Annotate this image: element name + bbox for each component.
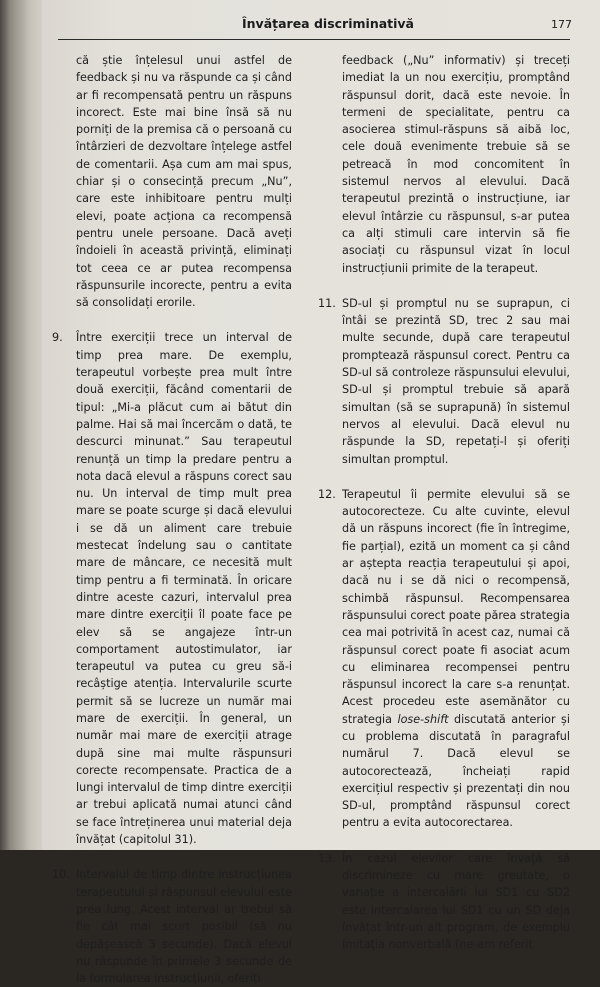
- paragraph-continuation: că știe înțelesul unui astfel de feedback și nu va răspunde ca și când ar fi recompensată pentru un răspuns incorect. Este mai bine însă să nu porniți de la premisa că o persoană cu întârzieri de dezvoltare înțelege astfel de comentarii. Așa cum am mai spus, chiar și o consecință precum „Nu”, care este inhibitoare pentru mulți elevi, poate acționa ca recompensă pentru unele persoane. Dacă aveți îndoieli în această privință, eliminați tot ceea ce ar putea recompensa răspunsurile incorecte, pentru a evita să consolidați erorile.: [76, 54, 292, 310]
- term-lose-shift: lose-shift: [397, 712, 449, 726]
- running-head: Învățarea discriminativă: [242, 16, 414, 31]
- item-number: 12.: [318, 487, 336, 501]
- item-text: [342, 486, 570, 832]
- paragraph-continuation: feedback („Nu” informativ) și treceți imediat la un nou exercițiu, promptând răspunsul dorit, dacă este nevoie. În termeni de specialitate, pentru ca asocierea stimul-răspuns să aibă loc, cele două evenimente trebuie să se petreacă în mod concomitent în sistemul nervos al elevului. Dacă terapeutul prezintă o instrucțiune, iar elevul întârzie cu răspunsul, s-ar putea ca alți stimuli care intervin să fie asociați cu răspunsul vizat în locul instrucțiunii primite de la terapeut.: [342, 54, 570, 275]
- item-text: SD-ul și promptul nu se suprapun, ci întâi se prezintă SD, trec 2 sau mai multe secunde, după care terapeutul promptează răspunsul corect. Pentru ca SD-ul să controleze răspunsului elevului, SD-ul și promptul trebuie să apară simultan (să se suprapună) în sistemul nervos al elevului. Dacă elevul nu răspunde la SD, repetați-l și oferiți simultan promptul.: [342, 296, 570, 466]
- item-number: 10.: [52, 868, 70, 882]
- item-text-part: discutată anterior și cu problema discutată în paragraful numărul 7. Dacă elevul se autocorectează, încheiați rapid exercițiul respectiv și prezentați din nou SD-ul, promptând răspunsul corect pentru a evita autocorectarea.: [342, 712, 570, 830]
- list-item-9: [52, 329, 292, 848]
- item-text: Intervalul de timp dintre instrucțiunea terapeutului și răspunsul elevului este prea lung. Acest interval ar trebui să fie cât mai scurt posibil (să nu depășească 3 secunde). Dacă elevul nu răspunde în primele 3 secunde de la formularea instrucțiunii, oferiți: [76, 868, 292, 986]
- page-header: [52, 16, 572, 36]
- item-text: Între exerciții trece un interval de timp prea mare. De exemplu, terapeutul vorbește prea mult între două exerciții, făcând comentarii de tipul: „Mi-a plăcut cum ai bătut din palme. Hai să mai încercăm o dată, te descurci minunat.” Sau terapeutul renunță un timp la predare pentru a nota dacă elevul a răspuns corect sau nu. Un interval de timp mult prea mare se poate scurge și dacă elevului i se dă un aliment care trebuie mestecat îndelung sau o cantitate mare de mâncare, ce necesită mult timp pentru a fi terminată. În oricare dintre aceste cazuri, intervalul prea mare dintre exerciții îl poate face pe elev să se angajeze într-un comportament autostimulator, iar terapeutul va putea cu greu să-i recâștige atenția. Intervalurile scurte permit să se lucreze un număr mai mare de exerciții. În general, un număr mai mare de exerciții atrage după sine mai multe răspunsuri corecte recompensate. Practica de a lungi intervalul de timp dintre exerciții ar trebui aplicată numai atunci când se face întreținerea unui material deja învățat (capitolul 31).: [76, 331, 292, 847]
- list-item-12: [318, 486, 570, 832]
- item-number: 13.: [318, 851, 336, 865]
- header-rule: [58, 39, 570, 40]
- item-text: În cazul elevilor care învață să discrimineze cu mare greutate, o variație a intercalării lui SD1 cu SD2 este intercalarea lui SD1 cu un SD deja învățat într-un alt program, de exemplu Imitația nonverbală (ne-am referit: [342, 851, 570, 952]
- item-text-part: Terapeutul îi permite elevului să se autocorecteze. Cu alte cuvinte, elevul dă un răspuns incorect (fie în întregime, fie parțial), ezită un moment ca și când ar aștepta reacția terapeutului și apoi, dacă nu i se dă nici o recompensă, schimbă răspunsul. Recompensarea răspunsului corect poate părea strategia cea mai potrivită în acest caz, numai că răspunsul corect poate fi asociat acum cu eliminarea recompensei pentru răspunsul incorect la care s-a renunțat. Acest procedeu este asemănător cu strategia: [342, 487, 570, 726]
- list-item-13: [318, 850, 570, 954]
- item-number: 11.: [318, 296, 336, 310]
- item-number: 9.: [52, 331, 63, 345]
- page-number: 177: [551, 18, 572, 31]
- left-column: [52, 52, 292, 987]
- list-item-11: [318, 295, 570, 468]
- previous-page-edge: [0, 0, 42, 850]
- right-column: [318, 52, 570, 954]
- list-item-10: [52, 866, 292, 987]
